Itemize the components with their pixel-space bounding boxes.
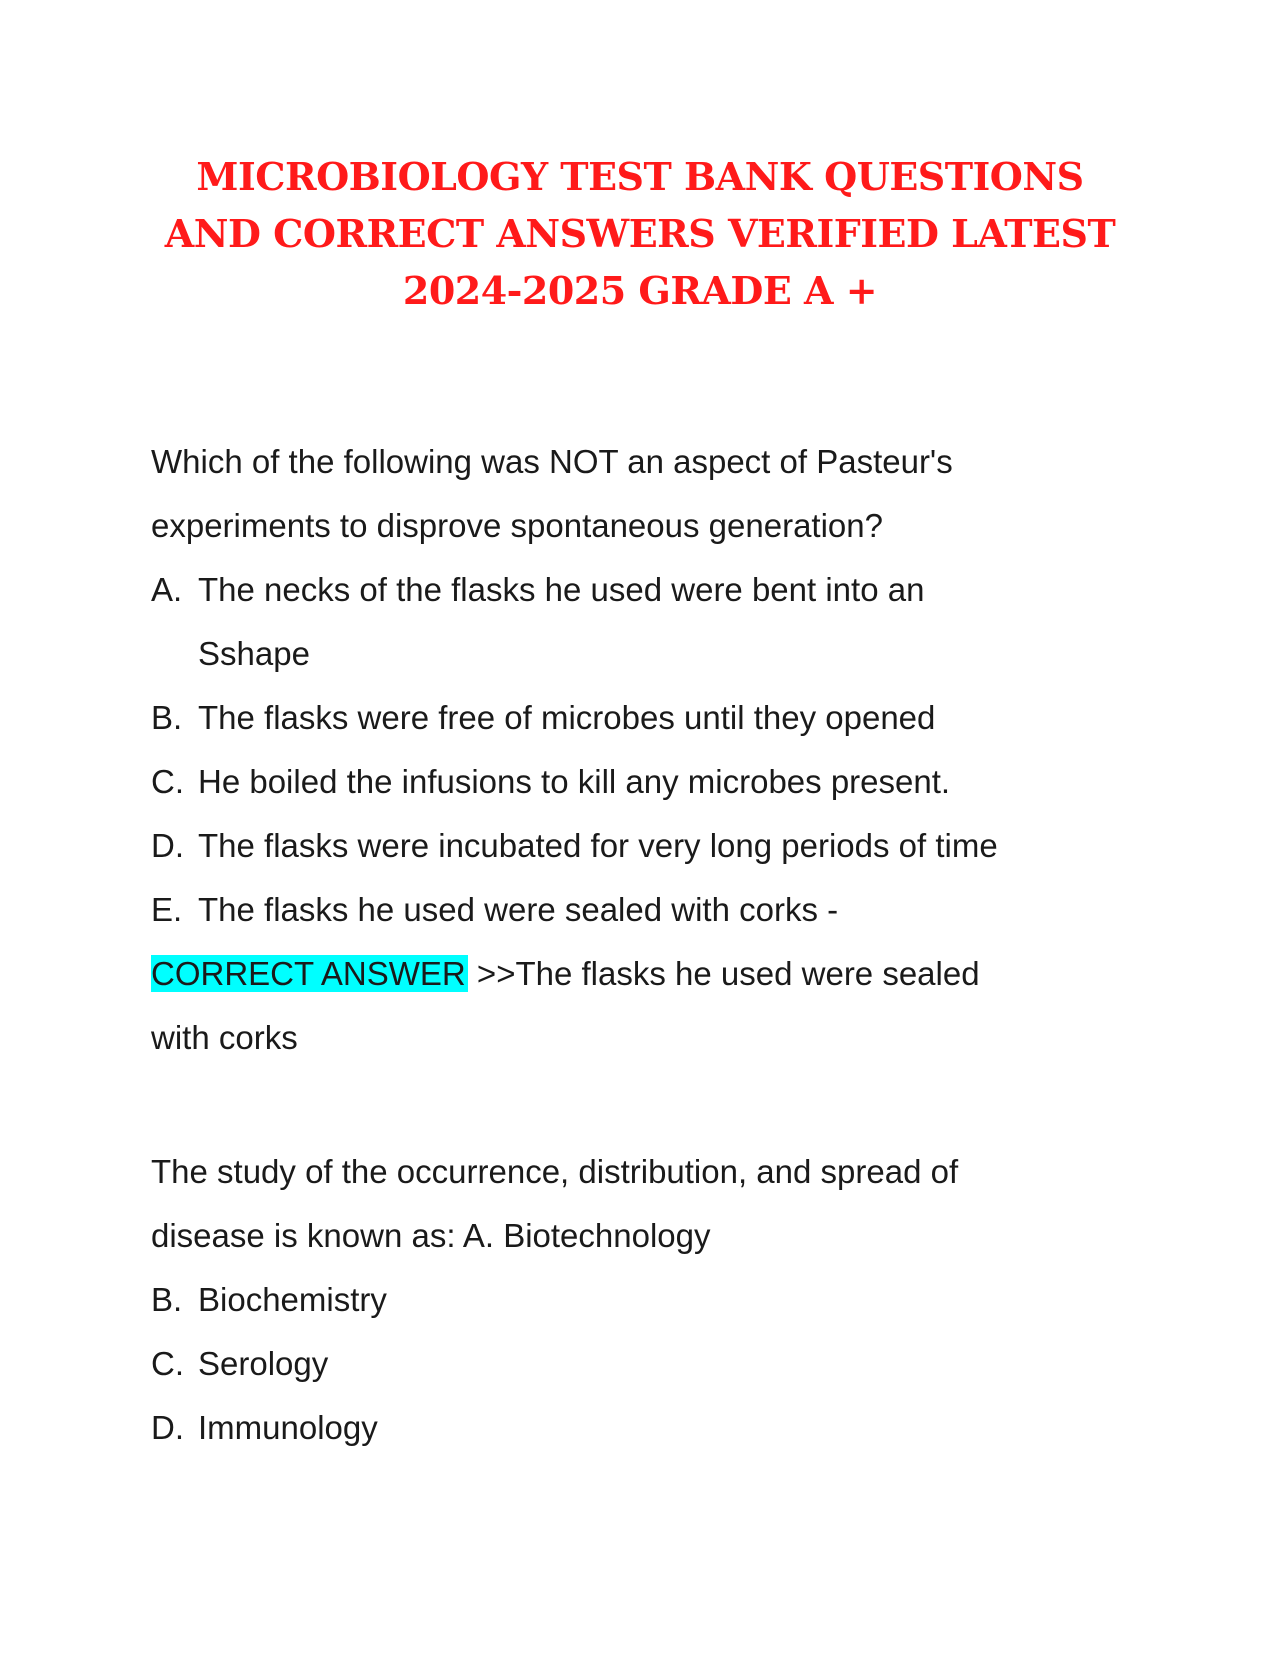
option-text: Biochemistry — [198, 1281, 387, 1318]
question-1-option-e — [151, 878, 1161, 942]
question-2-option-c — [151, 1332, 1161, 1396]
question-1-answer-continuation: with corks — [151, 1019, 298, 1056]
question-2-option-d — [151, 1396, 1161, 1460]
question-1-stem-line-2: experiments to disprove spontaneous generation? — [151, 507, 883, 544]
question-1-option-b — [151, 686, 1161, 750]
option-letter: E. — [151, 891, 183, 928]
option-text: The flasks he used were sealed with corks - — [198, 891, 839, 928]
question-2-stem-line-1: The study of the occurrence, distribution, and spread of — [151, 1153, 959, 1190]
question-2-stem-line-2: disease is known as: A. Biotechnology — [151, 1217, 711, 1254]
title-line-2: AND CORRECT ANSWERS VERIFIED LATEST — [164, 211, 1116, 256]
option-text: Immunology — [198, 1409, 378, 1446]
option-letter: D. — [151, 1409, 184, 1446]
option-text: The necks of the flasks he used were bent into an — [198, 571, 925, 608]
option-letter: C. — [151, 1345, 184, 1382]
question-1 — [151, 430, 1161, 1070]
option-letter: B. — [151, 699, 183, 736]
option-text: The flasks were incubated for very long periods of time — [198, 827, 998, 864]
option-letter: B. — [151, 1281, 183, 1318]
question-2 — [151, 1140, 1161, 1460]
question-1-option-c — [151, 750, 1161, 814]
question-1-stem-line-1: Which of the following was NOT an aspect of Pasteur's — [151, 443, 953, 480]
correct-answer-text: >>The flasks he used were sealed — [467, 955, 980, 992]
option-text: The flasks were free of microbes until they opened — [198, 699, 936, 736]
question-1-answer — [151, 942, 1161, 1006]
option-letter: D. — [151, 827, 184, 864]
title-line-1: MICROBIOLOGY TEST BANK QUESTIONS — [196, 154, 1084, 199]
option-letter: C. — [151, 763, 184, 800]
correct-answer-label: CORRECT ANSWER — [151, 955, 466, 992]
option-text-continuation: Sshape — [198, 635, 310, 672]
question-1-option-a — [151, 558, 1161, 686]
question-1-option-d — [151, 814, 1161, 878]
question-2-option-b — [151, 1268, 1161, 1332]
document-title — [140, 148, 1140, 319]
title-line-3: 2024-2025 GRADE A + — [402, 268, 878, 313]
option-text: Serology — [198, 1345, 329, 1382]
option-letter: A. — [151, 571, 183, 608]
option-text: He boiled the infusions to kill any microbes present. — [198, 763, 951, 800]
